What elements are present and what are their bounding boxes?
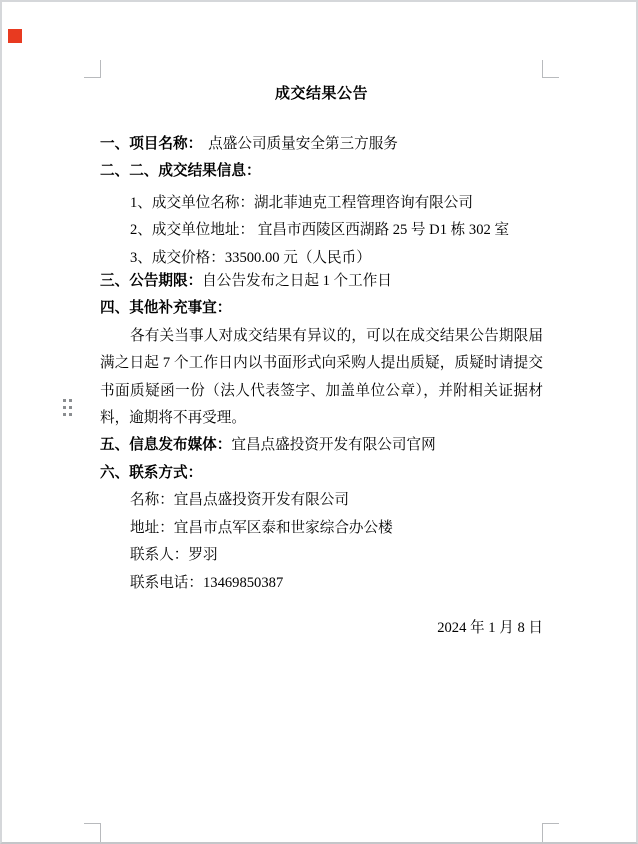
red-marker <box>8 29 22 43</box>
project-name-label: 一、项目名称： <box>100 136 203 152</box>
result-item-price: 3、成交价格：33500.00 元（人民币） <box>130 249 371 266</box>
other-matters-heading: 四、其他补充事宜： <box>100 300 232 317</box>
text-boundary-corner-mark-bottom-right <box>542 823 559 844</box>
text-boundary-corner-mark-top-right <box>542 60 559 78</box>
drag-handle-dots-icon[interactable] <box>63 399 73 419</box>
contact-person: 联系人：罗羽 <box>130 547 218 564</box>
result-item-unit-name: 1、成交单位名称：湖北菲迪克工程管理咨询有限公司 <box>130 194 473 211</box>
project-name-line <box>100 131 543 158</box>
media-line <box>100 432 543 459</box>
contact-name: 名称：宜昌点盛投资开发有限公司 <box>130 492 349 509</box>
text-boundary-corner-mark-bottom-left <box>84 823 101 844</box>
other-matters-paragraph: 各有关当事人对成交结果有异议的，可以在成交结果公告期限届满之日起 7 个工作日内以书面形式向采购人提出质疑，质疑时请提交书面质疑函一份（法人代表签字、加盖单位公章），并附相关证据材料，逾期将不再受理。 <box>100 327 543 427</box>
text-boundary-corner-mark-top-left <box>84 60 101 78</box>
announcement-period-label: 三、公告期限： <box>100 273 203 290</box>
document-title: 成交结果公告 <box>274 86 368 102</box>
media-label: 五、信息发布媒体： <box>100 437 232 454</box>
media-value: 宜昌点盛投资开发有限公司官网 <box>231 437 436 454</box>
result-item-unit-address: 2、成交单位地址： 宜昌市西陵区西湖路 25 号 D1 栋 302 室 <box>130 222 510 239</box>
document-content <box>100 80 543 642</box>
announcement-period-value: 自公告发布之日起 1 个工作日 <box>202 273 392 290</box>
contact-heading: 六、联系方式： <box>100 464 203 481</box>
contact-phone: 联系电话：13469850387 <box>130 574 284 591</box>
contact-address: 地址：宜昌市点军区泰和世家综合办公楼 <box>130 519 393 536</box>
date-line: 2024 年 1 月 8 日 <box>437 619 543 636</box>
result-info-heading: 二、二、成交结果信息： <box>100 163 261 180</box>
announcement-period-line <box>100 268 543 295</box>
project-name-value: 点盛公司质量安全第三方服务 <box>208 136 398 152</box>
